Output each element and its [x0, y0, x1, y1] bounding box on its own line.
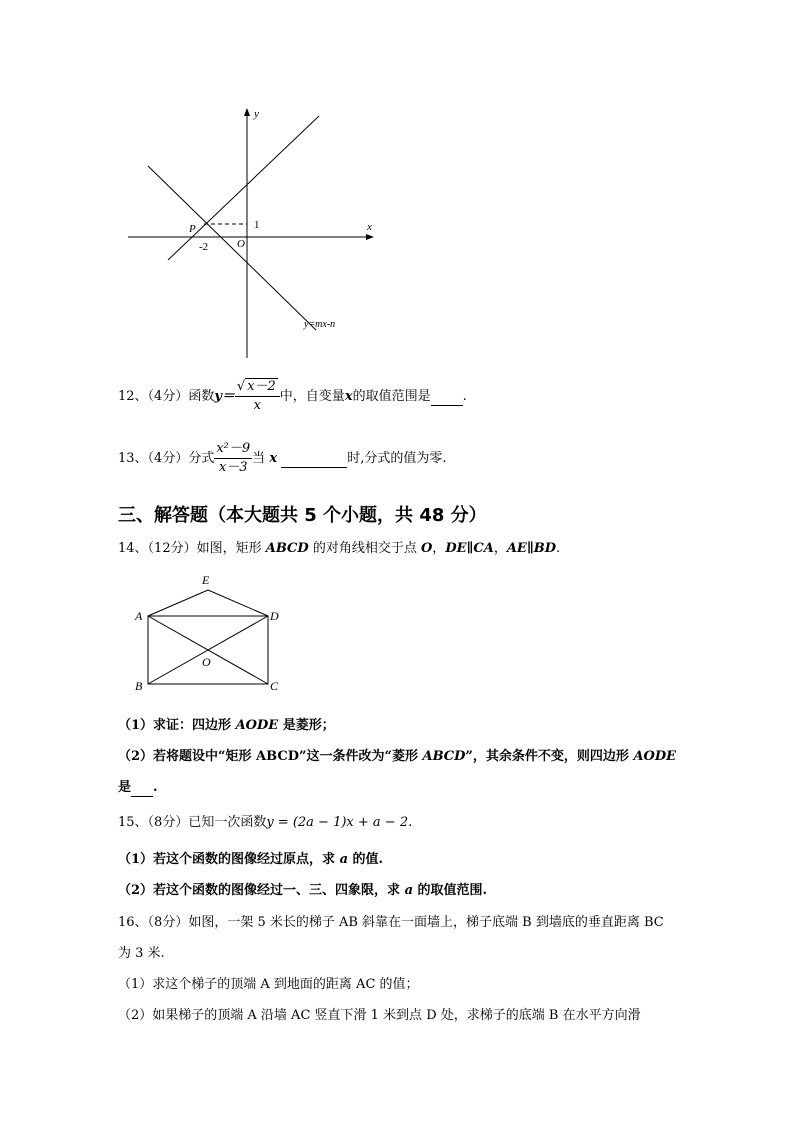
tick-neg2-label: -2: [199, 241, 209, 253]
vertex-c-label: C: [270, 679, 279, 693]
q16-part2: （2）如果梯子的顶端 A 沿墙 AC 竖直下滑 1 米到点 D 处，求梯子的底端 B 在水平方向滑: [118, 1008, 641, 1023]
q14-parallel-2: ∥: [526, 541, 534, 556]
q14-parallel-1: ∥: [466, 541, 474, 556]
vertex-b-label: B: [135, 679, 143, 693]
q14-part1: [118, 718, 335, 734]
q14-bd: BD: [533, 541, 556, 556]
q14-de: DE: [445, 541, 467, 556]
tick-one-label: 1: [254, 219, 260, 231]
q15-part1: [118, 852, 383, 868]
q14-part2-prefix: （2）若将题设中“矩形 ABCD”这一条件改为“菱形: [118, 749, 418, 764]
vertex-e-label: E: [202, 573, 210, 587]
q15-part2: [118, 883, 487, 899]
question-12: [118, 378, 467, 415]
y-axis-arrow: [244, 108, 250, 116]
q14-sep1: ，: [432, 541, 446, 556]
q12-suffix: 的取值范围是: [352, 389, 431, 404]
q14-part1-suffix: 是菱形；: [282, 718, 335, 733]
q14-answer-blank[interactable]: [131, 780, 153, 797]
q13-denominator: x－3: [218, 460, 248, 475]
q12-prefix: 12、（4分）函数: [118, 389, 215, 404]
q14-part2-line2: [118, 780, 158, 797]
q14-part2-is: 是: [118, 780, 132, 795]
q15-part2-prefix: （2）若这个函数的图像经过一、三、四象限，求: [118, 883, 401, 898]
segment-ae: [148, 590, 208, 616]
q14-prefix: 14、（12分）如图，矩形: [118, 541, 262, 556]
q13-prefix: 13、（4分）分式: [118, 451, 215, 466]
q15-prefix: 15、（8分）已知一次函数: [118, 815, 267, 830]
q15-part2-a: a: [404, 883, 414, 898]
center-o-label: O: [202, 655, 211, 669]
q14-ae: AE: [506, 541, 527, 556]
q15-part2-suffix: 的取值范围.: [417, 883, 488, 898]
x-axis-arrow: [366, 234, 374, 240]
question-16-line1: 16、（8分）如图，一架 5 米长的梯子 AB 斜靠在一面墙上，梯子底端 B 到墙底的垂直距离 BC: [118, 915, 664, 930]
q13-numerator: x²－9: [214, 440, 252, 459]
rectangle-figure: [130, 570, 290, 694]
falling-line: [148, 166, 316, 330]
q12-var: x: [344, 389, 353, 404]
q14-part1-aode: AODE: [235, 718, 279, 733]
q12-y-eq: y＝: [214, 389, 235, 404]
x-axis-label: x: [367, 221, 372, 233]
origin-label: O: [237, 238, 245, 250]
q14-abcd: ABCD: [265, 541, 309, 556]
q15-part1-a: a: [339, 852, 349, 867]
q14-point-o: O: [420, 541, 433, 556]
line-equation-label: y=mx-n: [304, 319, 336, 330]
question-13: [118, 440, 446, 477]
q12-denominator: x: [253, 398, 262, 413]
q12-mid: 中，自变量: [279, 389, 345, 404]
q12-radicand: x－2: [247, 379, 276, 394]
q15-part1-prefix: （1）若这个函数的图像经过原点，求: [118, 852, 336, 867]
q14-end: .: [556, 541, 561, 556]
q13-when: 当: [252, 451, 266, 466]
section-3-title: 三、解答题（本大题共 5 个小题，共 48 分）: [118, 505, 487, 526]
q13-fraction: [214, 440, 252, 477]
vertex-d-label: D: [270, 609, 279, 623]
point-p-label: P: [189, 223, 196, 235]
vertex-a-label: A: [135, 609, 143, 623]
question-14: [118, 541, 560, 557]
q14-ca: CA: [473, 541, 494, 556]
y-axis-label: y: [254, 108, 259, 120]
segment-de: [208, 590, 268, 616]
q13-var: x: [269, 451, 278, 466]
q14-part1-prefix: （1）求证：四边形: [118, 718, 232, 733]
question-15: [118, 815, 412, 831]
q14-part2-mid: ”，其余条件不变，则四边形: [465, 749, 629, 764]
q14-mid: 的对角线相交于点: [312, 541, 417, 556]
q14-sep2: ，: [493, 541, 507, 556]
q14-part2: [118, 749, 676, 765]
q14-part2-aode: AODE: [633, 749, 677, 764]
q15-part1-suffix: 的值.: [352, 852, 384, 867]
q12-end: .: [462, 389, 467, 404]
question-16-line2: 为 3 米.: [118, 946, 165, 961]
q12-answer-blank[interactable]: [431, 389, 463, 406]
q12-fraction: $\frac{√ x-2}{x}$: [235, 378, 280, 415]
q15-formula: y = (2a − 1)x + a − 2: [266, 815, 409, 830]
q16-part1: （1）求这个梯子的顶端 A 到地面的距离 AC 的值；: [118, 977, 419, 992]
q14-part2-end: .: [153, 780, 158, 795]
q13-suffix: 时,分式的值为零.: [347, 451, 447, 466]
q14-part2-abcd: ABCD: [422, 749, 466, 764]
q13-answer-blank[interactable]: [281, 451, 347, 468]
coordinate-graph: [118, 100, 388, 365]
q15-end: .: [408, 815, 413, 830]
